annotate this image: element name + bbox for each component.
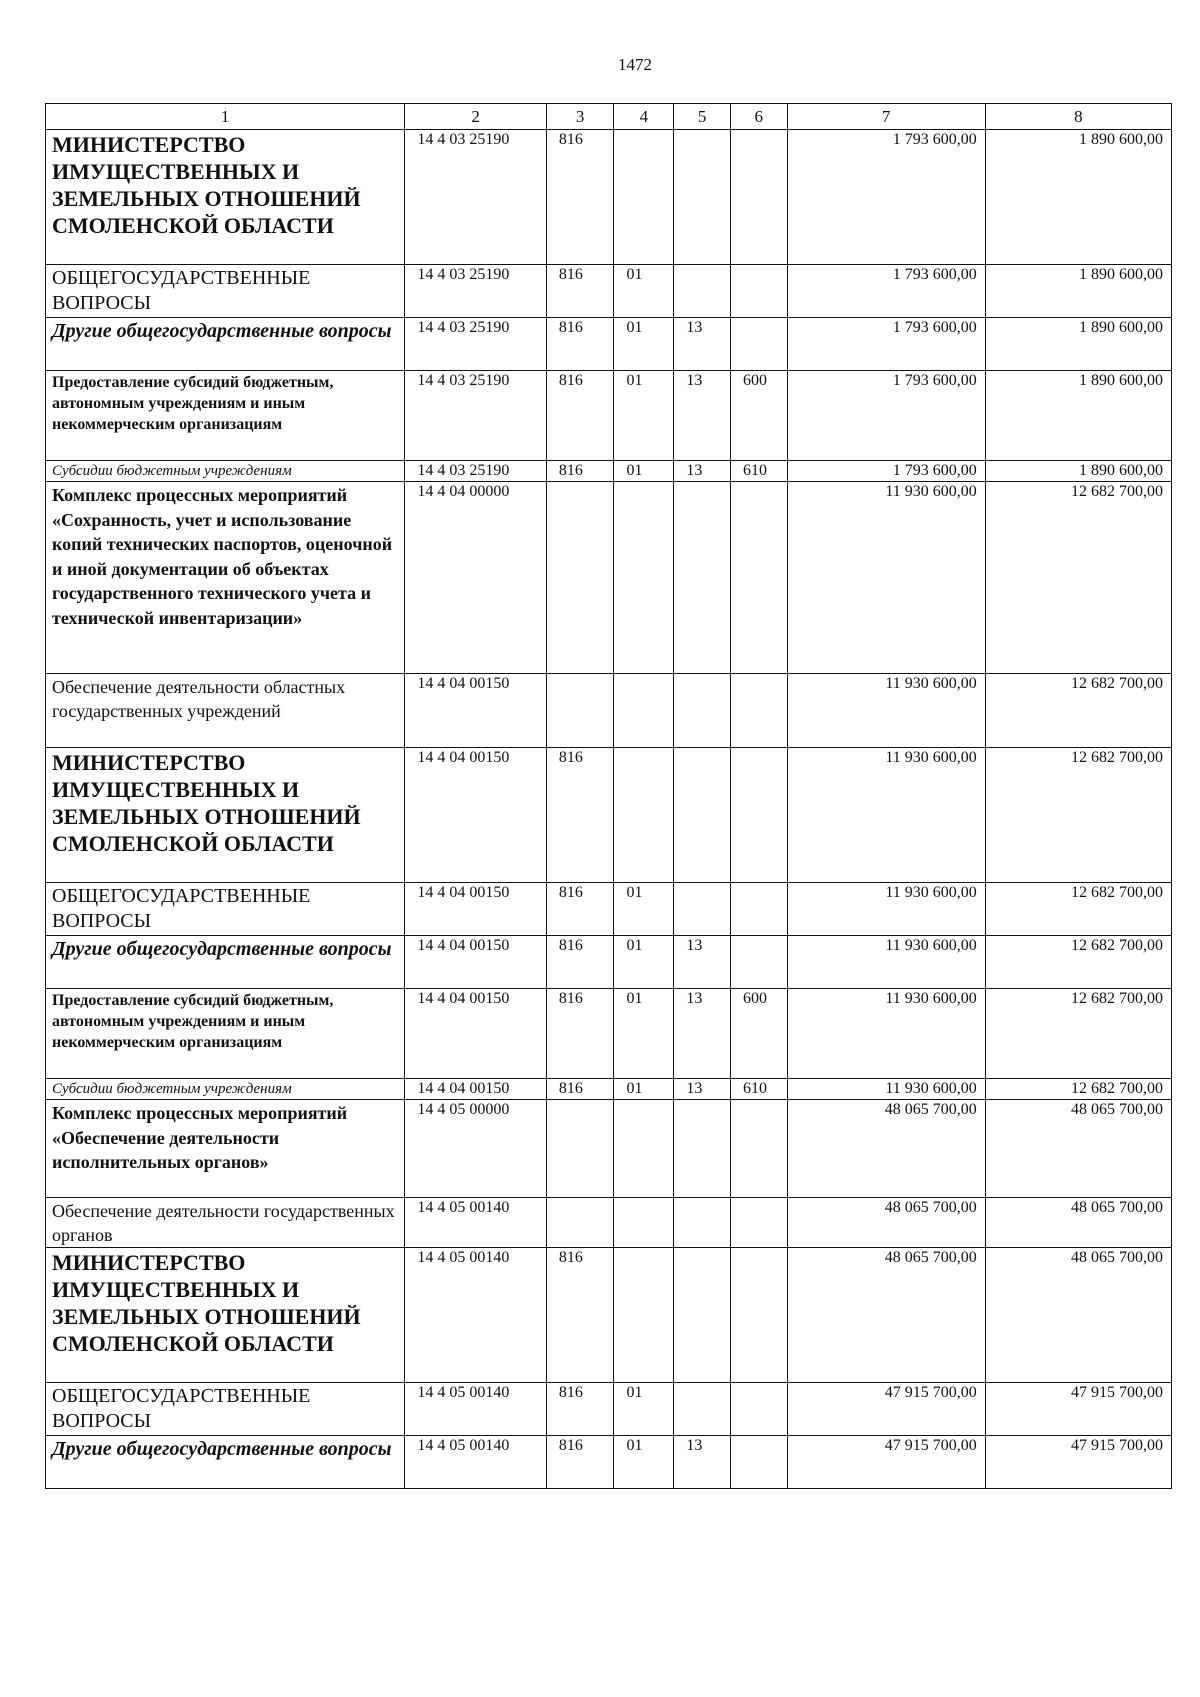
header-row: [46, 104, 1172, 130]
row-section: 01: [614, 265, 674, 318]
row-dept: 816: [546, 1383, 614, 1436]
table-row: [46, 989, 1172, 1079]
table-row: [46, 1383, 1172, 1436]
row-subsection: [674, 748, 731, 883]
row-code: 14 4 04 00000: [405, 482, 547, 674]
row-expense-type: [730, 936, 787, 989]
row-expense-type: 610: [730, 461, 787, 482]
header-cell: 8: [985, 104, 1171, 130]
row-code: 14 4 05 00140: [405, 1383, 547, 1436]
row-amount-year2: 12 682 700,00: [985, 748, 1171, 883]
row-name-text: Комплекс процессных мероприятий «Сохранность, учет и использование копий технических паспортов, оценочной и иной документации об объектах государственного технического учета и технической инвентаризации»: [52, 485, 393, 628]
header-cell: 7: [787, 104, 985, 130]
row-expense-type: [730, 130, 787, 265]
row-amount-year1: 48 065 700,00: [787, 1248, 985, 1383]
row-code: 14 4 03 25190: [405, 371, 547, 461]
header-cell: 5: [674, 104, 731, 130]
row-dept: 816: [546, 318, 614, 371]
table-row: [46, 1248, 1172, 1383]
row-subsection: 13: [674, 318, 731, 371]
row-name: [46, 1248, 405, 1383]
budget-table: [45, 103, 1172, 1489]
row-subsection: 13: [674, 936, 731, 989]
row-expense-type: [730, 883, 787, 936]
row-subsection: [674, 265, 731, 318]
row-code: 14 4 05 00140: [405, 1436, 547, 1489]
row-expense-type: [730, 318, 787, 371]
row-dept: [546, 674, 614, 748]
row-dept: 816: [546, 989, 614, 1079]
row-expense-type: 600: [730, 371, 787, 461]
row-name: [46, 1100, 405, 1198]
table-row: [46, 936, 1172, 989]
row-name-text: МИНИСТЕРСТВО ИМУЩЕСТВЕННЫХ И ЗЕМЕЛЬНЫХ ОТНОШЕНИЙ СМОЛЕНСКОЙ ОБЛАСТИ: [52, 132, 361, 238]
row-amount-year2: 1 890 600,00: [985, 318, 1171, 371]
row-name: [46, 989, 405, 1079]
row-section: 01: [614, 936, 674, 989]
row-amount-year2: 47 915 700,00: [985, 1436, 1171, 1489]
header-cell: 6: [730, 104, 787, 130]
table-row: [46, 461, 1172, 482]
row-code: 14 4 03 25190: [405, 130, 547, 265]
row-subsection: [674, 482, 731, 674]
row-name: [46, 674, 405, 748]
row-amount-year1: 1 793 600,00: [787, 371, 985, 461]
row-name-text: Субсидии бюджетным учреждениям: [52, 1081, 292, 1097]
row-name-text: Обеспечение деятельности областных государственных учреждений: [52, 677, 346, 721]
row-dept: [546, 482, 614, 674]
row-amount-year1: 48 065 700,00: [787, 1100, 985, 1198]
row-dept: 816: [546, 1079, 614, 1100]
row-dept: 816: [546, 1436, 614, 1489]
row-section: 01: [614, 883, 674, 936]
row-name: [46, 461, 405, 482]
row-expense-type: [730, 1198, 787, 1248]
row-amount-year2: 12 682 700,00: [985, 936, 1171, 989]
row-expense-type: 610: [730, 1079, 787, 1100]
row-dept: 816: [546, 371, 614, 461]
row-amount-year1: 11 930 600,00: [787, 482, 985, 674]
table-row: [46, 1079, 1172, 1100]
row-name: [46, 265, 405, 318]
row-amount-year1: 11 930 600,00: [787, 748, 985, 883]
row-name-text: МИНИСТЕРСТВО ИМУЩЕСТВЕННЫХ И ЗЕМЕЛЬНЫХ ОТНОШЕНИЙ СМОЛЕНСКОЙ ОБЛАСТИ: [52, 1250, 361, 1356]
table-row: [46, 265, 1172, 318]
row-amount-year1: 11 930 600,00: [787, 936, 985, 989]
row-name-text: Другие общегосударственные вопросы: [52, 1438, 392, 1460]
row-name: [46, 1436, 405, 1489]
row-expense-type: [730, 1436, 787, 1489]
row-subsection: [674, 1248, 731, 1383]
row-name: [46, 1079, 405, 1100]
row-subsection: 13: [674, 1079, 731, 1100]
row-amount-year1: 11 930 600,00: [787, 1079, 985, 1100]
row-amount-year1: 11 930 600,00: [787, 883, 985, 936]
row-name: [46, 1383, 405, 1436]
row-amount-year1: 47 915 700,00: [787, 1436, 985, 1489]
row-dept: 816: [546, 936, 614, 989]
header-cell: 2: [405, 104, 547, 130]
row-amount-year2: 47 915 700,00: [985, 1383, 1171, 1436]
row-name-text: ОБЩЕГОСУДАРСТВЕННЫЕ ВОПРОСЫ: [52, 885, 311, 932]
row-subsection: [674, 883, 731, 936]
row-section: [614, 674, 674, 748]
row-name: [46, 482, 405, 674]
row-amount-year2: 1 890 600,00: [985, 461, 1171, 482]
row-subsection: [674, 130, 731, 265]
row-amount-year1: 1 793 600,00: [787, 265, 985, 318]
row-name: [46, 748, 405, 883]
row-amount-year1: 11 930 600,00: [787, 989, 985, 1079]
row-code: 14 4 03 25190: [405, 318, 547, 371]
row-amount-year2: 1 890 600,00: [985, 371, 1171, 461]
table-row: [46, 318, 1172, 371]
row-name: [46, 318, 405, 371]
row-amount-year2: 12 682 700,00: [985, 482, 1171, 674]
row-name-text: Обеспечение деятельности государственных органов: [52, 1201, 395, 1245]
row-name: [46, 883, 405, 936]
row-name-text: Другие общегосударственные вопросы: [52, 938, 392, 960]
row-amount-year2: 48 065 700,00: [985, 1198, 1171, 1248]
row-expense-type: [730, 482, 787, 674]
row-subsection: [674, 1383, 731, 1436]
table-row: [46, 748, 1172, 883]
row-code: 14 4 04 00150: [405, 883, 547, 936]
row-name: [46, 371, 405, 461]
row-amount-year1: 1 793 600,00: [787, 461, 985, 482]
row-section: 01: [614, 318, 674, 371]
row-expense-type: [730, 1100, 787, 1198]
row-subsection: 13: [674, 461, 731, 482]
row-code: 14 4 03 25190: [405, 461, 547, 482]
table-row: [46, 883, 1172, 936]
table-row: [46, 371, 1172, 461]
row-dept: 816: [546, 748, 614, 883]
row-amount-year1: 1 793 600,00: [787, 130, 985, 265]
row-section: [614, 130, 674, 265]
row-subsection: [674, 674, 731, 748]
row-expense-type: [730, 674, 787, 748]
row-section: 01: [614, 1079, 674, 1100]
row-dept: 816: [546, 265, 614, 318]
row-section: [614, 748, 674, 883]
row-expense-type: [730, 748, 787, 883]
row-name-text: ОБЩЕГОСУДАРСТВЕННЫЕ ВОПРОСЫ: [52, 267, 311, 314]
table-row: [46, 674, 1172, 748]
table-row: [46, 1100, 1172, 1198]
row-dept: 816: [546, 1248, 614, 1383]
row-expense-type: [730, 1383, 787, 1436]
row-name-text: ОБЩЕГОСУДАРСТВЕННЫЕ ВОПРОСЫ: [52, 1385, 311, 1432]
row-section: 01: [614, 1383, 674, 1436]
row-amount-year1: 48 065 700,00: [787, 1198, 985, 1248]
row-name-text: Другие общегосударственные вопросы: [52, 320, 392, 342]
row-code: 14 4 04 00150: [405, 989, 547, 1079]
row-name-text: Субсидии бюджетным учреждениям: [52, 463, 292, 479]
row-code: 14 4 05 00140: [405, 1248, 547, 1383]
header-cell: 4: [614, 104, 674, 130]
row-subsection: [674, 1198, 731, 1248]
row-section: 01: [614, 461, 674, 482]
row-amount-year2: 12 682 700,00: [985, 1079, 1171, 1100]
table-row: [46, 1198, 1172, 1248]
row-expense-type: [730, 265, 787, 318]
row-subsection: 13: [674, 371, 731, 461]
row-dept: 816: [546, 461, 614, 482]
row-section: [614, 1100, 674, 1198]
row-code: 14 4 04 00150: [405, 1079, 547, 1100]
row-dept: [546, 1100, 614, 1198]
row-section: 01: [614, 1436, 674, 1489]
row-name: [46, 936, 405, 989]
row-section: [614, 1248, 674, 1383]
row-section: [614, 482, 674, 674]
row-code: 14 4 04 00150: [405, 674, 547, 748]
row-code: 14 4 05 00000: [405, 1100, 547, 1198]
header-cell: 1: [46, 104, 405, 130]
row-dept: [546, 1198, 614, 1248]
row-code: 14 4 04 00150: [405, 748, 547, 883]
row-code: 14 4 04 00150: [405, 936, 547, 989]
row-expense-type: 600: [730, 989, 787, 1079]
row-amount-year1: 11 930 600,00: [787, 674, 985, 748]
row-code: 14 4 05 00140: [405, 1198, 547, 1248]
row-subsection: [674, 1100, 731, 1198]
row-amount-year2: 12 682 700,00: [985, 989, 1171, 1079]
row-amount-year2: 48 065 700,00: [985, 1100, 1171, 1198]
row-name-text: Комплекс процессных мероприятий «Обеспечение деятельности исполнительных органов»: [52, 1103, 348, 1172]
row-expense-type: [730, 1248, 787, 1383]
row-section: 01: [614, 989, 674, 1079]
row-amount-year2: 1 890 600,00: [985, 265, 1171, 318]
table-row: [46, 1436, 1172, 1489]
table-row: [46, 482, 1172, 674]
row-dept: 816: [546, 883, 614, 936]
row-subsection: 13: [674, 1436, 731, 1489]
row-subsection: 13: [674, 989, 731, 1079]
row-amount-year2: 1 890 600,00: [985, 130, 1171, 265]
row-section: [614, 1198, 674, 1248]
header-cell: 3: [546, 104, 614, 130]
row-name: [46, 1198, 405, 1248]
row-amount-year1: 47 915 700,00: [787, 1383, 985, 1436]
row-amount-year2: 12 682 700,00: [985, 674, 1171, 748]
row-dept: 816: [546, 130, 614, 265]
row-amount-year2: 48 065 700,00: [985, 1248, 1171, 1383]
row-name-text: Предоставление субсидий бюджетным, автономным учреждениям и иным некоммерческим организациям: [52, 992, 334, 1051]
table-row: [46, 130, 1172, 265]
row-name: [46, 130, 405, 265]
row-section: 01: [614, 371, 674, 461]
row-name-text: МИНИСТЕРСТВО ИМУЩЕСТВЕННЫХ И ЗЕМЕЛЬНЫХ ОТНОШЕНИЙ СМОЛЕНСКОЙ ОБЛАСТИ: [52, 750, 361, 856]
page-number: 1472: [618, 55, 652, 74]
row-code: 14 4 03 25190: [405, 265, 547, 318]
row-amount-year2: 12 682 700,00: [985, 883, 1171, 936]
row-name-text: Предоставление субсидий бюджетным, автономным учреждениям и иным некоммерческим организациям: [52, 374, 334, 433]
row-amount-year1: 1 793 600,00: [787, 318, 985, 371]
